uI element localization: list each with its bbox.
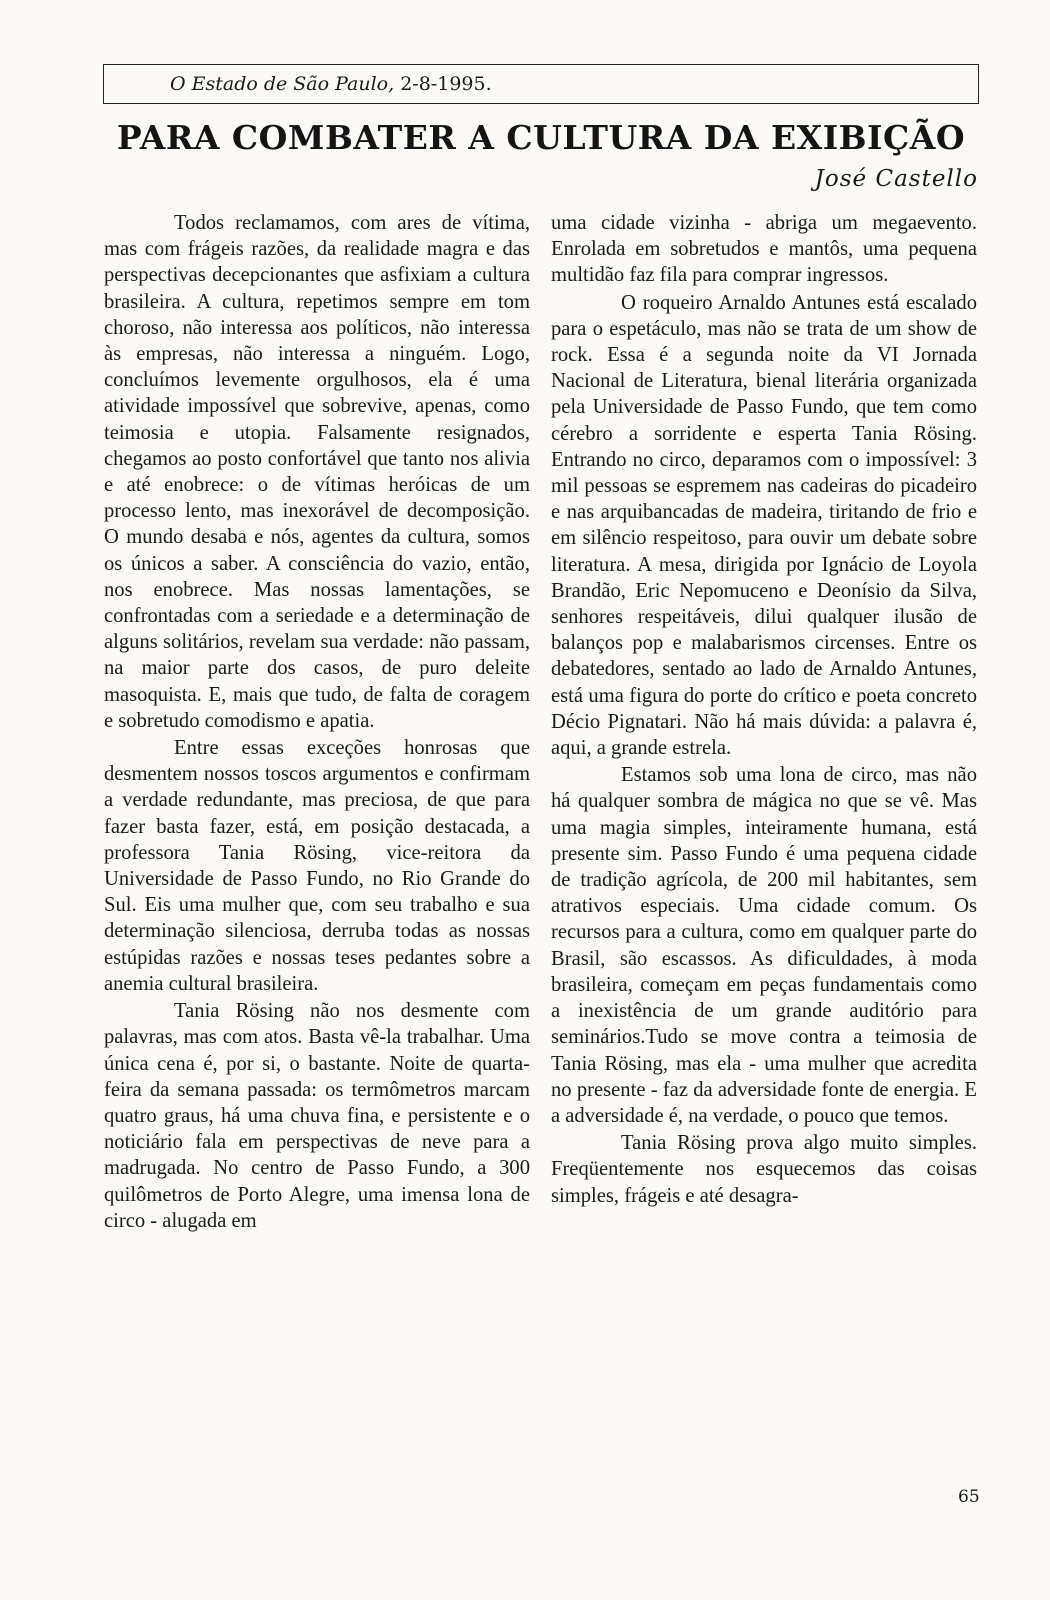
left-column	[104, 210, 530, 1234]
page-number: 65	[958, 1487, 980, 1507]
paragraph: O roqueiro Arnaldo Antunes está escalado para o espetáculo, mas não se trata de um show de rock. Essa é a segunda noite da VI Jornada Nacional de Literatura, bienal literária organizada pela Universidade de Passo Fundo, que tem como cérebro a sorridente e esperta Tania Rösing. Entrando no circo, deparamos com o impossível: 3 mil pessoas se espremem nas cadeiras do picadeiro e nas arquibancadas de madeira, tiritando de frio e em silêncio respeitoso, para ouvir um debate sobre literatura. A mesa, dirigida por Ignácio de Loyola Brandão, Eric Nepomuceno e Deonísio da Silva, senhores respeitáveis, dilui qualquer ilusão de balanços pop e malabarismos circenses. Entre os debatedores, sentado ao lado de Arnaldo Antunes, está uma figura do porte do crítico e poeta concreto Décio Pignatari. Não há mais dúvida: a palavra é, aqui, a grande estrela.	[551, 291, 977, 760]
publication-date: 2-8-1995.	[400, 73, 492, 95]
paragraph: Estamos sob uma lona de circo, mas não há qualquer sombra de mágica no que se vê. Mas uma magia simples, inteiramente humana, está presente sim. Passo Fundo é uma pequena cidade de tradição agrícola, de 200 mil habitantes, sem atrativos especiais. Uma cidade comum. Os recursos para a cultura, como em qualquer parte do Brasil, são escassos. As dificuldades, à moda brasileira, começam em peças fundamentais como a inexistência de um grande auditório para seminários.Tudo se move contra a teimosia de Tania Rösing, mas ela - uma mulher que acredita no presente - faz da adversidade fonte de energia. E a adversidade é, na verdade, o pouco que temos.	[551, 764, 977, 1127]
paragraph: Tania Rösing prova algo muito simples. Freqüentemente nos esquecemos das coisas simples, frágeis e até desagra-	[551, 1132, 977, 1207]
right-column	[551, 210, 977, 1209]
paragraph: Todos reclamamos, com ares de vítima, mas com frágeis razões, da realidade magra e das perspectivas decepcionantes que asfixiam a cultura brasileira. A cultura, repetimos sempre em tom choroso, não interessa aos políticos, não interessa às empresas, não interessa a ninguém. Logo, concluímos levemente orgulhosos, ela é uma atividade impossível que sobrevive, apenas, como teimosia e utopia. Falsamente resignados, chegamos ao posto confortável que tanto nos alivia e até enobrece: o de vítimas heróicas de um processo lento, mas inexorável de decomposição. O mundo desaba e nós, agentes da cultura, somos os únicos a saber. A consciência do vazio, então, nos enobrece. Mas nossas lamentações, se confrontadas com a seriedade e a determinação de alguns solitários, revelam sua verdade: não passam, na maior parte dos casos, de puro deleite masoquista. E, mais que tudo, de falta de coragem e sobretudo comodismo e apatia.	[104, 212, 530, 732]
newspaper-name: O Estado de São Paulo,	[170, 73, 395, 95]
paragraph-continuation: uma cidade vizinha - abriga um megaevento. Enrolada em sobretudos e mantôs, uma pequena multidão faz fila para comprar ingressos.	[551, 212, 977, 287]
article-author: José Castello	[814, 166, 978, 192]
paragraph: Entre essas exceções honrosas que desmentem nossos toscos argumentos e confirmam a verdade redundante, mas preciosa, de que para fazer basta fazer, está, em posição destacada, a professora Tania Rösing, vice-reitora da Universidade de Passo Fundo, no Rio Grande do Sul. Eis uma mulher que, com seu trabalho e sua determinação silenciosa, derruba todas as nossas estúpidas razões e nossas teses pedantes sobre a anemia cultural brasileira.	[104, 737, 530, 995]
article-title: PARA COMBATER A CULTURA DA EXIBIÇÃO	[116, 118, 966, 157]
source-citation-box	[103, 64, 979, 104]
paragraph: Tania Rösing não nos desmente com palavras, mas com atos. Basta vê-la trabalhar. Uma única cena é, por si, o bastante. Noite de quarta-feira da semana passada: os termômetros marcam quatro graus, há uma chuva fina, e persistente e o noticiário fala em perspectivas de neve para a madrugada. No centro de Passo Fundo, a 300 quilômetros de Porto Alegre, uma imensa lona de circo - alugada em	[104, 1000, 530, 1232]
